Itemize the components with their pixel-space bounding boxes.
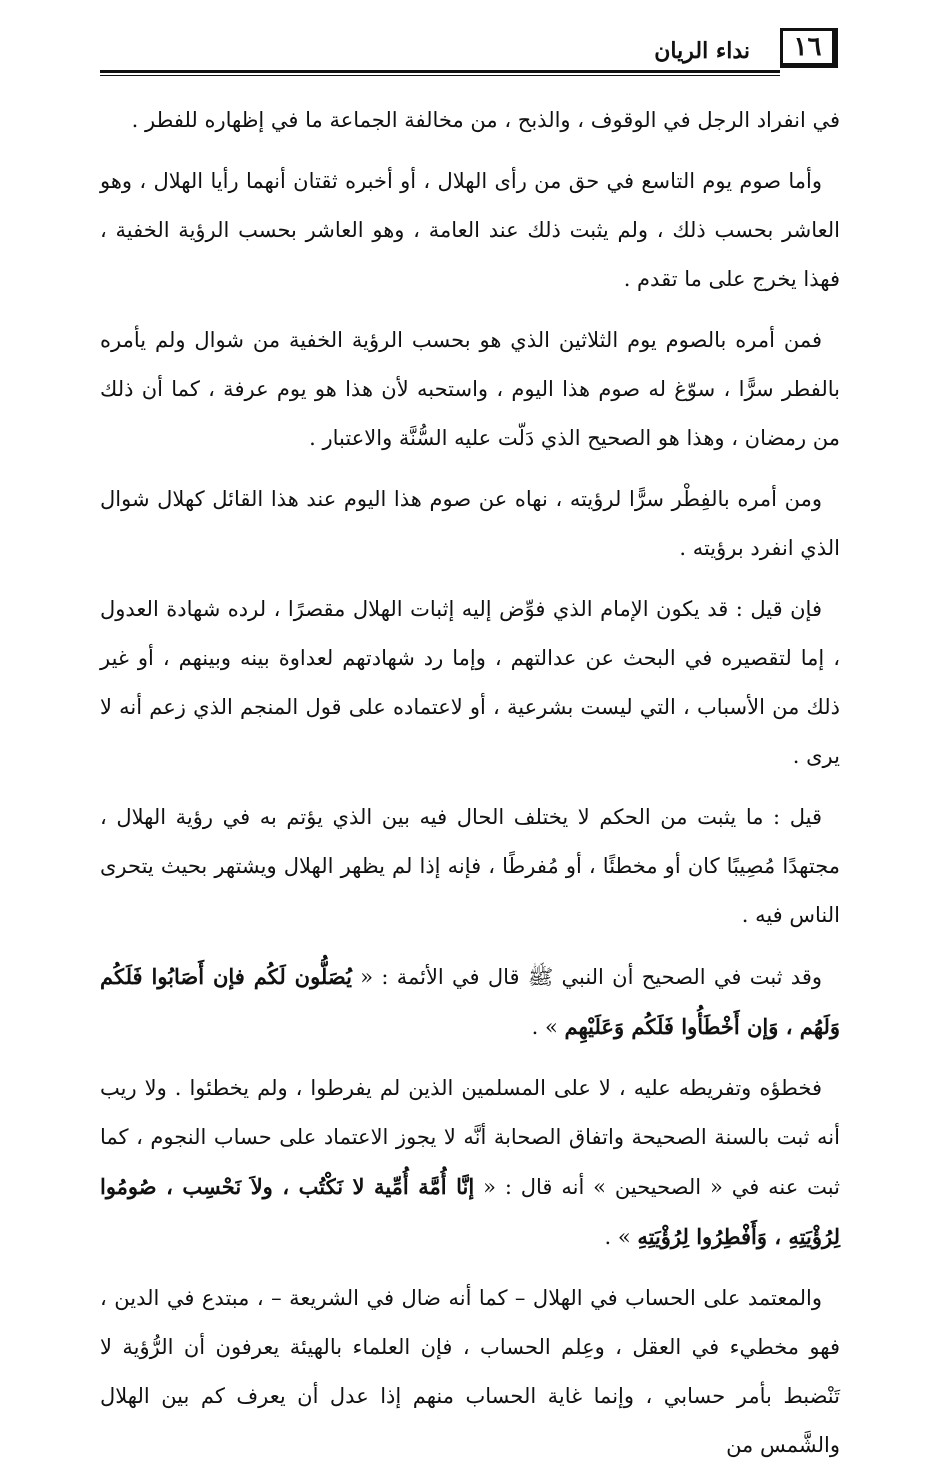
paragraph-hadith bbox=[100, 952, 840, 1052]
paragraph-text: » . bbox=[604, 1225, 638, 1249]
header-rule-thin bbox=[100, 75, 780, 76]
paragraph-text: فخطؤه وتفريطه عليه ، لا على المسلمين الذين لم يفرطوا ، ولم يخطئوا . ولا ريب أنه ثبت بالسنة الصحيحة واتفاق الصحابة أنَّه لا يجوز الاعتماد على حساب النجوم ، كما ثبت عنه في « الصحيحين » أنه قال : « bbox=[100, 1076, 840, 1199]
paragraph-text: » . bbox=[531, 1015, 565, 1039]
paragraph: في انفراد الرجل في الوقوف ، والذبح ، من مخالفة الجماعة ما في إظهاره للفطر . bbox=[131, 108, 840, 132]
hadith-quote: يُصَلُّون لَكُم فإن أَصَابُوا فَلَكُم وَلَهُم ، وَإن أَخْطَأُوا فَلَكُم وَعَلَيْهِم bbox=[100, 964, 840, 1039]
page-number: ١٦ bbox=[780, 28, 838, 68]
body-text bbox=[100, 96, 840, 1482]
paragraph: وأما صوم يوم التاسع في حق من رأى الهلال ، أو أخبره ثقتان أنهما رأيا الهلال ، وهو العاشر بحسب ذلك ، ولم يثبت ذلك عند العامة ، وهو العاشر بحسب الرؤية الخفية ، فهذا يخرج على ما تقدم . bbox=[100, 169, 840, 291]
paragraph: فمن أمره بالصوم يوم الثلاثين الذي هو بحسب الرؤية الخفية من شوال ولم يأمره بالفطر سرًّا ، سوّغ له صوم هذا اليوم ، واستحبه لأن هذا هو يوم عرفة ، كما أن ذلك من رمضان ، وهذا هو الصحيح الذي دَلّت عليه السُّنَّة والاعتبار . bbox=[100, 328, 840, 450]
paragraph-hadith bbox=[100, 1064, 840, 1262]
page-header bbox=[100, 28, 838, 76]
paragraph: ومن أمره بالفِطْر سرًّا لرؤيته ، نهاه عن صوم هذا اليوم عند هذا القائل كهلال شوال الذي انفرد برؤيته . bbox=[100, 487, 840, 560]
paragraph: والمعتمد على الحساب في الهلال – كما أنه ضال في الشريعة – ، مبتدع في الدين ، فهو مخطيء في العقل ، وعِلم الحساب ، فإن العلماء بالهيئة يعرفون أن الرُّؤية لا تَنْضبط بأمر حسابي ، وإنما غاية الحساب منهم إذا عدل أن يعرف كم بين الهلال والشَّمس من bbox=[100, 1286, 840, 1457]
paragraph: قيل : ما يثبت من الحكم لا يختلف الحال فيه بين الذي يؤتم به في رؤية الهلال ، مجتهدًا مُصِيبًا كان أو مخطئًا ، أو مُفرطًا ، فإنه إذا لم يظهر الهلال ويشتهر بحيث يتحرى الناس فيه . bbox=[100, 805, 840, 927]
paragraph: فإن قيل : قد يكون الإمام الذي فوِّض إليه إثبات الهلال مقصرًا ، لرده شهادة العدول ، إما لتقصيره في البحث عن عدالتهم ، وإما رد شهادتهم لعداوة بينه وبينهم ، أو غير ذلك من الأسباب ، التي ليست بشرعية ، أو لاعتماده على قول المنجم الذي زعم أنه لا يرى . bbox=[100, 597, 840, 768]
running-title: نداء الريان bbox=[654, 38, 750, 64]
header-rule bbox=[100, 70, 780, 73]
paragraph-text: وقد ثبت في الصحيح أن النبي ﷺ قال في الأئمة : « bbox=[351, 965, 822, 989]
hadith-quote: إنَّا أُمَّة أُمِّية لا نَكْتُب ، ولاَ نَحْسِب ، صُومُوا لِرُؤْيَتِهِ ، وَأَفْطِرُوا لِرُؤْيَتِهِ bbox=[100, 1174, 840, 1249]
